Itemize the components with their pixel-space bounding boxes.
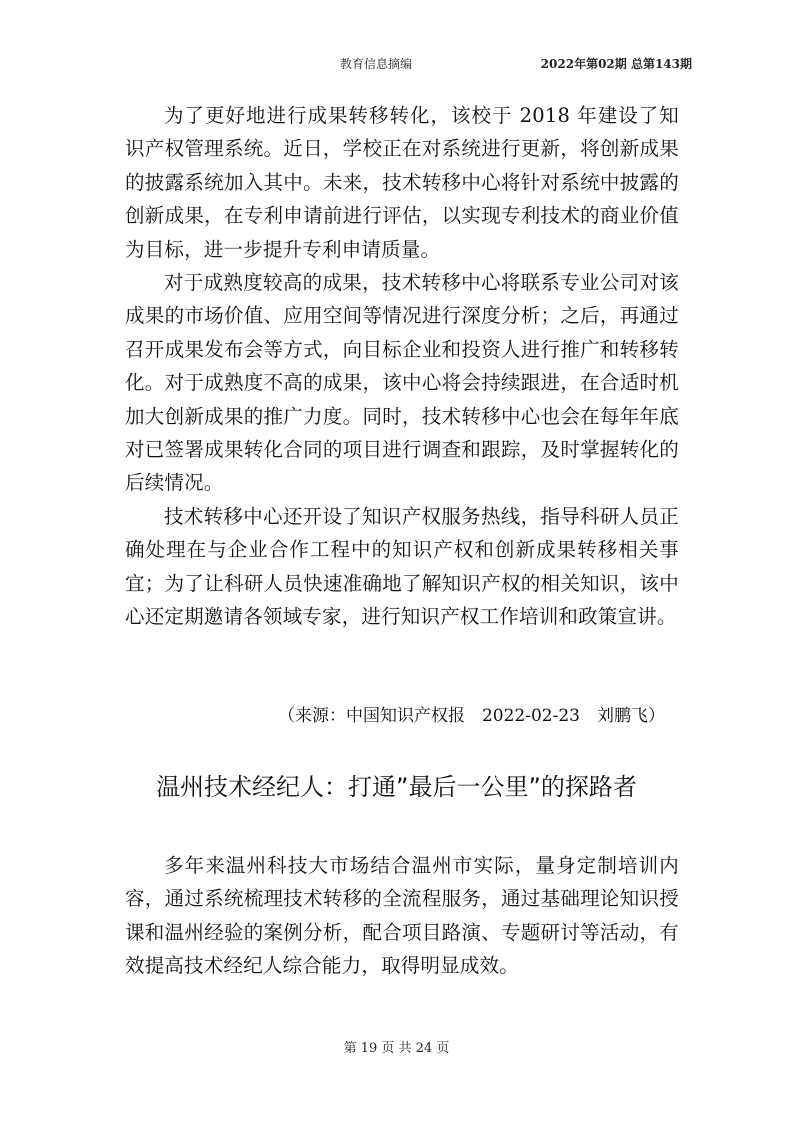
article-body (125, 849, 679, 983)
article-body (125, 99, 679, 634)
article-source: （来源：中国知识产权报 2022-02-23 刘鹏飞） (277, 706, 665, 726)
paragraph: 多年来温州科技大市场结合温州市实际，量身定制培训内容，通过系统梳理技术转移的全流程服务，通过基础理论知识授课和温州经验的案例分析，配合项目路演、专题研讨等活动，有效提高技术经纪人综合能力，取得明显成效。 (125, 854, 679, 978)
publication-name: 教育信息摘编 (340, 57, 413, 71)
paragraph: 对于成熟度较高的成果，技术转移中心将联系专业公司对该成果的市场价值、应用空间等情况进行深度分析；之后，再通过召开成果发布会等方式，向目标企业和投资人进行推广和转移转化。对于成熟度不高的成果，该中心将会持续跟进，在合适时机加大创新成果的推广力度。同时，技术转移中心也会在每年年底对已签署成果转化合同的项目进行调查和跟踪，及时掌握转化的后续情况。 (125, 271, 679, 495)
page-number: 第 19 页 共 24 页 (343, 1041, 450, 1056)
paragraph: 技术转移中心还开设了知识产权服务热线，指导科研人员正确处理在与企业合作工程中的知识产权和创新成果转移相关事宜；为了让科研人员快速准确地了解知识产权的相关知识，该中心还定期邀请各领域专家，进行知识产权工作培训和政策宣讲。 (125, 504, 679, 629)
section-title: 温州技术经纪人：打通”最后一公里”的探路者 (156, 773, 637, 801)
paragraph: 为了更好地进行成果转移转化，该校于 2018 年建设了知识产权管理系统。近日，学校正在对系统进行更新，将创新成果的披露系统加入其中。未来，技术转移中心将针对系统中披露的创新成果，在专利申请前进行评估，以实现专利技术的商业价值为目标，进一步提升专利申请质量。 (125, 104, 679, 261)
issue-number: 2022年第02期 总第143期 (540, 57, 692, 71)
